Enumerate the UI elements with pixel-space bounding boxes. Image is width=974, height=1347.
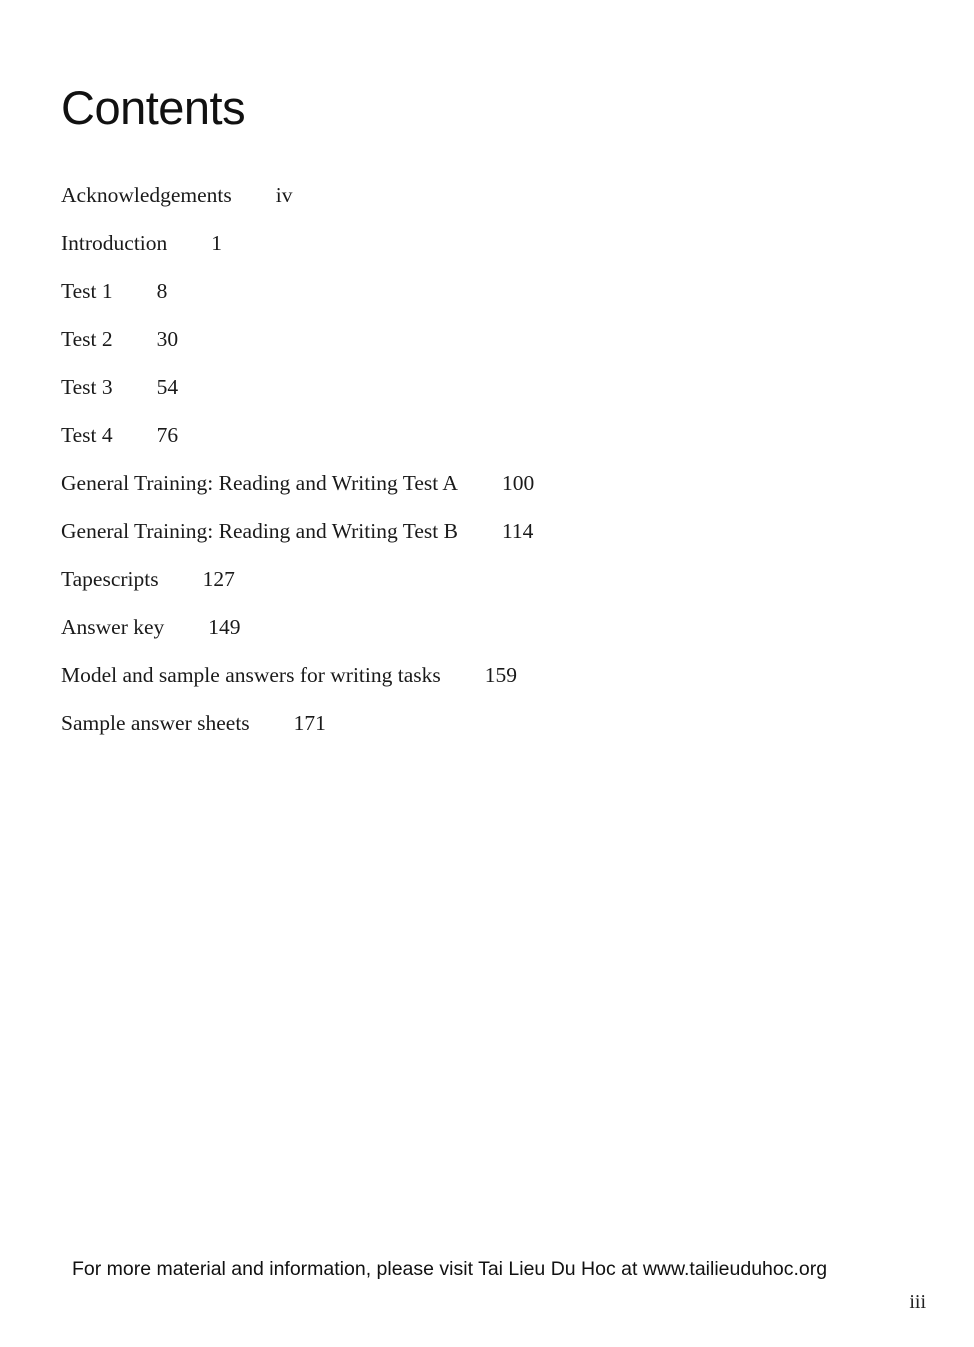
toc-entry-page: 114 [501, 519, 534, 543]
toc-entry-page: 149 [208, 615, 241, 639]
toc-entry-page: 159 [484, 663, 518, 687]
toc-entry-test-2 [61, 321, 534, 369]
toc-entry-page: 30 [156, 327, 179, 351]
toc-entry-introduction [61, 225, 534, 273]
toc-entry-test-1 [61, 273, 534, 321]
toc-entry-page: 54 [156, 375, 179, 399]
toc-entry-gt-test-a [61, 465, 534, 513]
toc-entry-page: 127 [202, 567, 235, 591]
toc-entry-test-3 [61, 369, 534, 417]
toc-entry-label: Test 2 [61, 327, 113, 351]
toc-entry-page: iv [275, 183, 293, 207]
footer-note: For more material and information, please visit Tai Lieu Du Hoc at www.tailieuduhoc.org [72, 1258, 828, 1280]
toc-entry-label: Model and sample answers for writing tasks [61, 663, 441, 687]
toc-entry-page: 100 [501, 471, 535, 495]
toc-entry-page: 171 [293, 711, 326, 735]
toc-entry-page: 76 [156, 423, 179, 447]
toc-entry-label: Test 4 [61, 423, 113, 447]
toc-entry-gt-test-b [61, 513, 534, 561]
toc-entry-page: 8 [156, 279, 168, 303]
toc-entry-label: Answer key [61, 615, 165, 639]
table-of-contents [61, 177, 534, 753]
toc-entry-page: 1 [211, 231, 223, 255]
page-number: iii [909, 1291, 926, 1313]
toc-entry-tapescripts [61, 561, 534, 609]
toc-entry-answer-key [61, 609, 534, 657]
page-title: Contents [61, 81, 246, 134]
toc-entry-model-answers [61, 657, 534, 705]
toc-entry-label: General Training: Reading and Writing Test A [61, 471, 458, 495]
toc-entry-test-4 [61, 417, 534, 465]
toc-entry-label: Sample answer sheets [61, 711, 250, 735]
toc-entry-label: Acknowledgements [61, 183, 232, 207]
toc-entry-label: Introduction [61, 231, 168, 255]
toc-entry-label: Test 1 [61, 279, 113, 303]
toc-entry-label: Tapescripts [61, 567, 159, 591]
toc-entry-label: Test 3 [61, 375, 113, 399]
toc-entry-label: General Training: Reading and Writing Test B [61, 519, 458, 543]
toc-entry-answer-sheets [61, 705, 534, 753]
toc-entry-acknowledgements [61, 177, 534, 225]
